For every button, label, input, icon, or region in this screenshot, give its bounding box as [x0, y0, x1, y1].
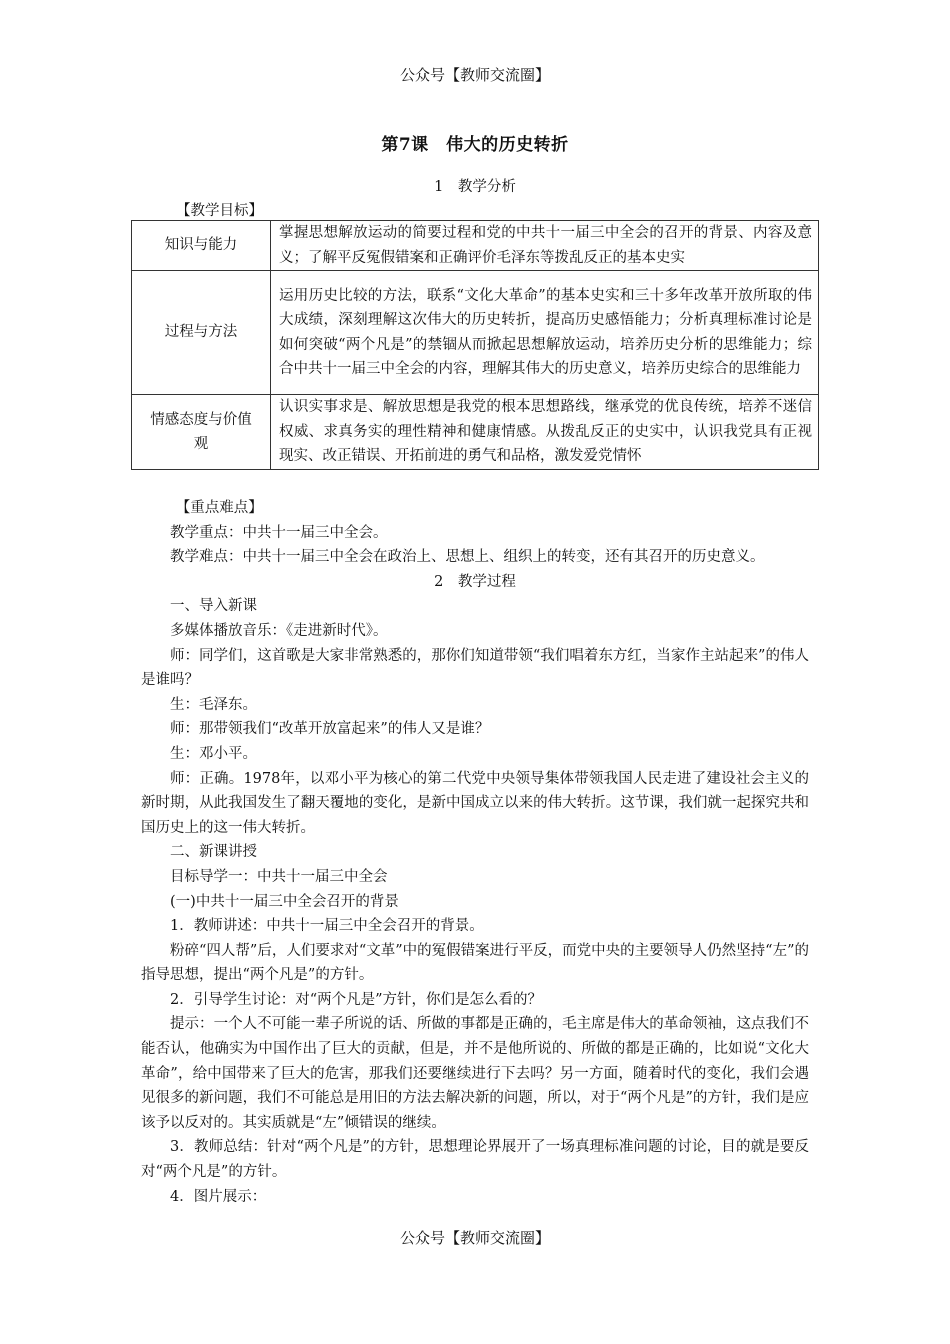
keypoints-tag: 【重点难点】 [175, 500, 263, 516]
key-point: 教学重点：中共十一届三中全会。 [170, 524, 388, 541]
paragraph: 3．教师总结：针对“两个凡是”的方针，思想理论界展开了一场真理标准问题的讨论，目的就是要反对“两个凡是”的方针。 [141, 1139, 809, 1181]
page-header: 公众号【教师交流圈】 [399, 66, 550, 84]
paragraph: 生：毛泽东。 [170, 696, 257, 713]
lesson-body [141, 496, 809, 1209]
objective-label: 知识与能力 [132, 221, 271, 271]
paragraph: 2．引导学生讨论：对“两个凡是”方针，你们是怎么看的？ [170, 991, 543, 1008]
section-heading-analysis: 1 教学分析 [434, 179, 516, 195]
paragraph: 1．教师讲述：中共十一届三中全会召开的背景。 [170, 918, 484, 935]
objective-label: 过程与方法 [132, 271, 271, 395]
paragraph: 师：同学们，这首歌是大家非常熟悉的，那你们知道带领“我们唱着东方红，当家作主站起来”的伟人是谁吗？ [141, 647, 809, 689]
objectives-table [131, 220, 819, 470]
table-row [132, 271, 819, 395]
paragraph: 目标导学一：中共十一届三中全会 [170, 868, 388, 885]
paragraph: 4．图片展示： [170, 1188, 267, 1205]
paragraph: 一、导入新课 [170, 598, 257, 615]
objective-label: 情感态度与价值观 [132, 395, 271, 470]
paragraph: 多媒体播放音乐：《走进新时代》。 [170, 622, 388, 639]
section-heading-process: 2 教学过程 [434, 573, 516, 590]
difficulty-point: 教学难点：中共十一届三中全会在政治上、思想上、组织上的转变，还有其召开的历史意义。 [170, 549, 765, 566]
paragraph: 粉碎“四人帮”后，人们要求对“文革”中的冤假错案进行平反，而党中央的主要领导人仍然坚持“左”的指导思想，提出“两个凡是”的方针。 [141, 942, 809, 984]
lesson-title: 第7课 伟大的历史转折 [381, 135, 569, 155]
paragraph: 生：邓小平。 [170, 745, 257, 762]
objectives-tag: 【教学目标】 [176, 203, 263, 219]
page-footer: 公众号【教师交流圈】 [399, 1229, 550, 1247]
objective-text: 运用历史比较的方法，联系“文化大革命”的基本史实和三十多年改革开放所取的伟大成绩，深刻理解这次伟大的历史转折，提高历史感悟能力；分析真理标准讨论是如何突破“两个凡是”的禁锢从而掀起思想解放运动，培养历史分析的思维能力；综合中共十一届三中全会的内容，理解其伟大的历史意义，培养历史综合的思维能力 [271, 271, 819, 395]
table-row [132, 395, 819, 470]
paragraph: 提示：一个人不可能一辈子所说的话、所做的事都是正确的，毛主席是伟大的革命领袖，这点我们不能否认，他确实为中国作出了巨大的贡献，但是，并不是他所说的、所做的都是正确的，比如说“文化大革命”，给中国带来了巨大的危害，那我们还要继续进行下去吗？另一方面，随着时代的变化，我们会遇见很多的新问题，我们不可能总是用旧的方法去解决新的问题，所以，对于“两个凡是”的方针，我们是应该予以反对的。其实质就是“左”倾错误的继续。 [141, 1016, 809, 1131]
objective-text: 认识实事求是、解放思想是我党的根本思想路线，继承党的优良传统，培养不迷信权威、求真务实的理性精神和健康情感。从拨乱反正的史实中，认识我党具有正视现实、改正错误、开拓前进的勇气和品格，激发爱党情怀 [271, 395, 819, 470]
paragraph: (一)中共十一届三中全会召开的背景 [170, 893, 399, 910]
paragraph: 师：那带领我们“改革开放富起来”的伟人又是谁？ [170, 721, 490, 738]
paragraph: 师：正确。1978年，以邓小平为核心的第二代党中央领导集体带领我国人民走进了建设社会主义的新时期，从此我国发生了翻天覆地的变化，是新中国成立以来的伟大转折。这节课，我们就一起探究共和国历史上的这一伟大转折。 [141, 770, 809, 836]
objective-text: 掌握思想解放运动的简要过程和党的中共十一届三中全会的召开的背景、内容及意义；了解平反冤假错案和正确评价毛泽东等拨乱反正的基本史实 [271, 221, 819, 271]
table-row [132, 221, 819, 271]
paragraph: 二、新课讲授 [170, 844, 257, 861]
